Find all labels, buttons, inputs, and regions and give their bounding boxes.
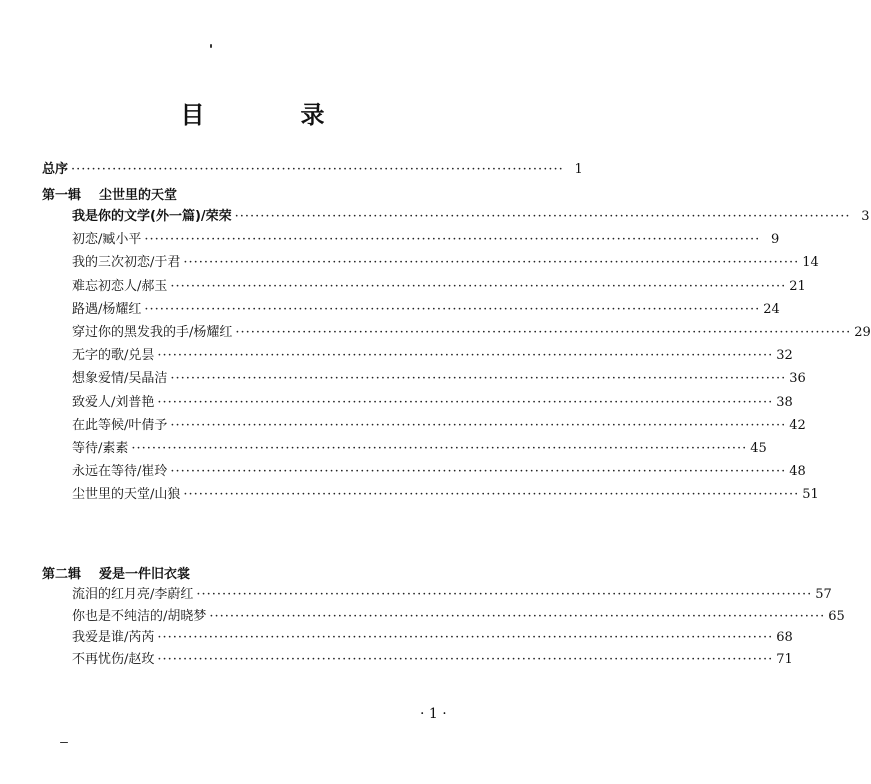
toc-entry-label: 流泪的红月亮/李蔚红 — [72, 587, 194, 602]
toc-entry — [72, 278, 806, 296]
dot-leader: ························································································································ — [157, 630, 774, 645]
toc-entry-page: 36 — [789, 371, 806, 387]
toc-entry — [72, 586, 832, 604]
dot-leader: ························································································································ — [183, 487, 800, 503]
toc-entry — [72, 463, 806, 481]
section-name: 爱是一件旧衣裳 — [99, 567, 191, 582]
toc-entry-label: 路遇/杨耀红 — [72, 301, 142, 317]
toc-entry-label: 无字的歌/兑昙 — [72, 348, 155, 364]
dot-leader: ························································································································ — [235, 325, 852, 340]
toc-entry — [72, 651, 793, 669]
toc-entry-page: 68 — [776, 630, 793, 645]
section-number: 第二辑 — [42, 567, 82, 582]
dot-leader: ································································································ — [71, 162, 564, 177]
toc-entry-page: 71 — [776, 651, 793, 667]
toc-entry-page: 65 — [828, 608, 845, 624]
toc-entry — [72, 324, 871, 342]
toc-entry-label: 等待/素素 — [72, 441, 129, 456]
toc-entry-label: 不再忧伤/赵玫 — [72, 651, 155, 667]
toc-entry — [72, 394, 793, 412]
toc-entry — [72, 254, 819, 272]
dot-leader: ························································································································ — [157, 394, 774, 410]
toc-entry-preface — [42, 161, 583, 179]
section-name: 尘世里的天堂 — [99, 188, 178, 203]
dot-leader: ························································································································ — [209, 608, 826, 624]
toc-entry-label: 我的三次初恋/于君 — [72, 255, 181, 271]
toc-entry-page: 57 — [815, 587, 832, 602]
dot-leader: ························································································································ — [157, 348, 774, 364]
toc-entry-page: 29 — [854, 325, 871, 340]
toc-entry-page: 1 — [574, 162, 583, 177]
page-number: · 1 · — [420, 706, 447, 722]
toc-entry-page: 9 — [771, 232, 780, 248]
toc-entry-page: 48 — [789, 464, 806, 480]
dot-leader: ························································································································ — [196, 587, 813, 602]
toc-entry — [72, 347, 793, 365]
dot-leader: ························································································································ — [234, 209, 851, 224]
toc-entry-label: 你也是不纯洁的/胡晓梦 — [72, 608, 207, 624]
toc-entry-page: 42 — [789, 417, 806, 433]
toc-entry — [72, 417, 806, 435]
dot-leader: ························································································································ — [170, 278, 787, 294]
toc-entry-page: 24 — [763, 301, 780, 317]
toc-entry-page: 3 — [861, 209, 870, 224]
toc-entry-label: 想象爱情/吴晶洁 — [72, 371, 168, 387]
dot-leader: ························································································································ — [131, 441, 748, 456]
dot-leader: ························································································································ — [170, 371, 787, 387]
scan-speck — [60, 742, 68, 743]
toc-entry-label: 致爱人/刘普艳 — [72, 394, 155, 410]
toc-entry — [72, 608, 845, 626]
toc-entry-label: 永远在等待/崔玲 — [72, 464, 168, 480]
toc-entry-label: 穿过你的黑发我的手/杨耀红 — [72, 325, 233, 340]
dot-leader: ························································································································ — [144, 232, 761, 248]
scan-speck — [210, 44, 212, 48]
toc-entry-page: 32 — [776, 348, 793, 364]
toc-entry — [72, 629, 793, 647]
toc-entry-label: 总序 — [42, 162, 69, 177]
toc-entry — [72, 486, 819, 504]
toc-entry-page: 14 — [802, 255, 819, 271]
toc-entry — [72, 301, 780, 319]
toc-entry — [72, 231, 780, 249]
toc-entry-label: 初恋/臧小平 — [72, 232, 142, 248]
dot-leader: ························································································································ — [183, 255, 800, 271]
toc-entry-page: 38 — [776, 394, 793, 410]
dot-leader: ························································································································ — [144, 301, 761, 317]
section-number: 第一辑 — [42, 188, 82, 203]
toc-entry-page: 51 — [802, 487, 819, 503]
toc-entry-page: 45 — [750, 441, 767, 456]
section-heading-2 — [42, 563, 190, 582]
toc-entry-label: 难忘初恋人/郝玉 — [72, 278, 168, 294]
toc-entry — [72, 370, 806, 388]
toc-entry-label: 在此等候/叶倩予 — [72, 417, 168, 433]
dot-leader: ························································································································ — [157, 651, 774, 667]
toc-entry-label: 尘世里的天堂/山狼 — [72, 487, 181, 503]
toc-entry — [72, 440, 767, 458]
page-title: 目 录 — [180, 101, 361, 129]
dot-leader: ························································································································ — [170, 417, 787, 433]
dot-leader: ························································································································ — [170, 464, 787, 480]
toc-entry-page: 21 — [789, 278, 806, 294]
toc-entry — [72, 208, 870, 226]
section-heading-1 — [42, 184, 177, 203]
toc-entry-label: 我爱是谁/芮芮 — [72, 630, 155, 645]
toc-entry-label: 我是你的文学(外一篇)/荣荣 — [72, 209, 232, 224]
